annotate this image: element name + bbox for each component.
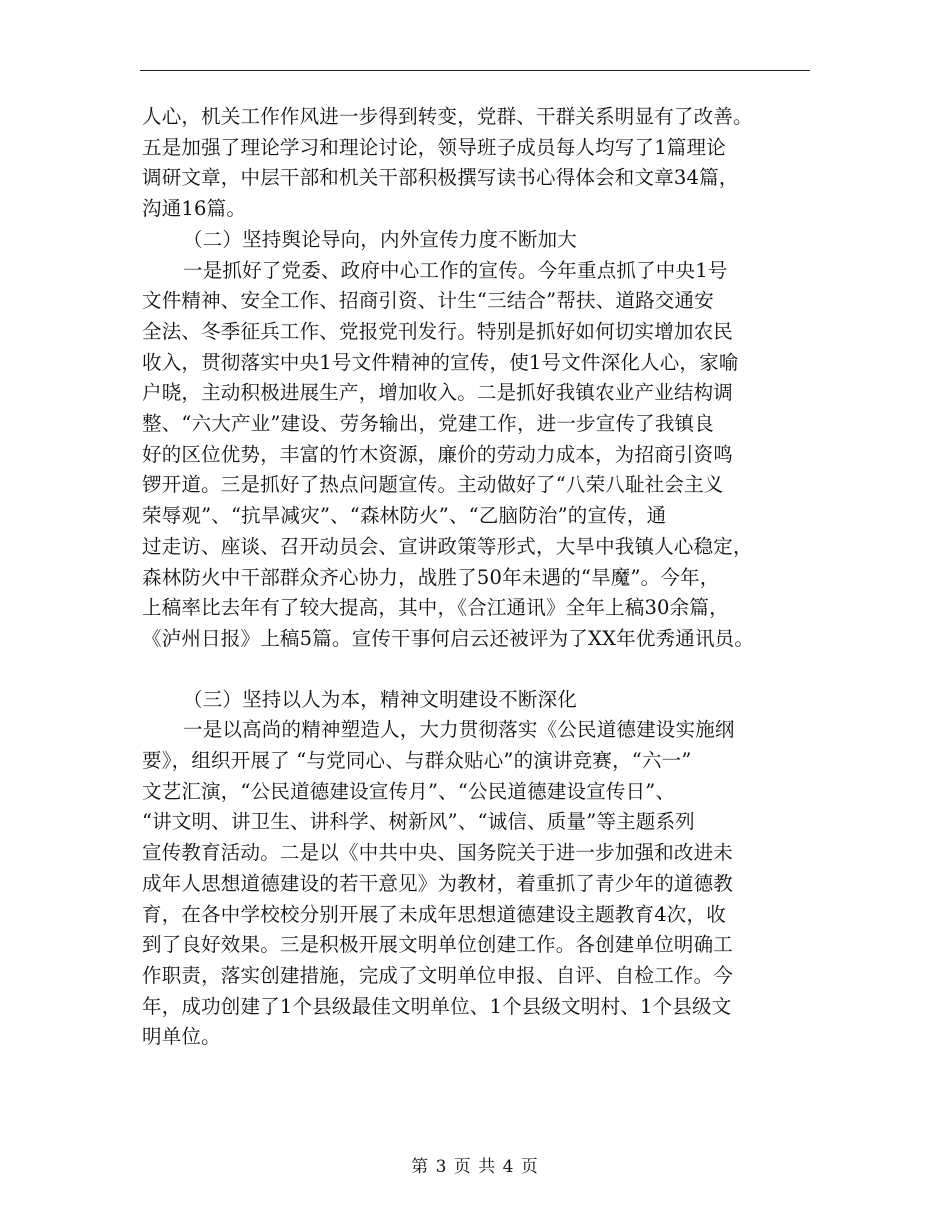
text-line: 收入，贯彻落实中央1号文件精神的宣传，使1号文件深化人心，家喻 bbox=[142, 350, 739, 374]
text-line: 全法、冬季征兵工作、党报党刊发行。特别是抓好如何切实增加农民 bbox=[142, 319, 734, 343]
text-line: 到了良好效果。三是积极开展文明单位创建工作。各创建单位明确工 bbox=[142, 933, 734, 957]
text-line: 上稿率比去年有了较大提高，其中，《合江通讯》全年上稿30余篇， bbox=[142, 596, 729, 620]
page-number-footer: 第 3 页 共 4 页 bbox=[411, 1157, 539, 1177]
text-line: 五是加强了理论学习和理论讨论，领导班子成员每人均写了1篇理论 bbox=[142, 135, 726, 159]
text-line: 好的区位优势，丰富的竹木资源，廉价的劳动力成本，为招商引资鸣 bbox=[142, 442, 734, 466]
section-heading-publicity: （二）坚持舆论导向，内外宣传力度不断加大 bbox=[183, 227, 578, 251]
text-line: 明单位。 bbox=[142, 1025, 221, 1049]
section-heading-civilization: （三）坚持以人为本，精神文明建设不断深化 bbox=[183, 687, 578, 711]
text-line: 锣开道。三是抓好了热点问题宣传。主动做好了“八荣八耻社会主义 bbox=[142, 473, 724, 497]
text-line: 文艺汇演，“公民道德建设宣传月”、“公民道德建设宣传日”、 bbox=[142, 779, 676, 803]
text-line: 宣传教育活动。二是以《中共中央、国务院关于进一步加强和改进未 bbox=[142, 841, 734, 865]
text-line: 整、“六大产业”建设、劳务输出，党建工作，进一步宣传了我镇良 bbox=[142, 412, 714, 436]
text-line: 《泸州日报》上稿5篇。宣传干事何启云还被评为了XX年优秀通讯员。 bbox=[142, 626, 755, 650]
text-line: 一是以高尚的精神塑造人，大力贯彻落实《公民道德建设实施纲 bbox=[183, 718, 735, 742]
text-line: 年，成功创建了1个县级最佳文明单位、1个县级文明村、1个县级文 bbox=[142, 994, 732, 1018]
text-line: 调研文章，中层干部和机关干部积极撰写读书心得体会和文章34篇， bbox=[142, 166, 739, 190]
text-line: 文件精神、安全工作、招商引资、计生“三结合”帮扶、道路交通安 bbox=[142, 289, 714, 313]
text-line: “讲文明、讲卫生、讲科学、树新风”、“诚信、质量”等主题系列 bbox=[142, 810, 695, 834]
text-line: 一是抓好了党委、政府中心工作的宣传。今年重点抓了中央1号 bbox=[183, 258, 728, 282]
paragraph-civilization bbox=[142, 715, 814, 1053]
text-line: 要》，组织开展了 “与党同心、与群众贴心”的演讲竞赛，“六一” bbox=[142, 749, 692, 773]
text-line: 森林防火中干部群众齐心协力，战胜了50年未遇的“旱魔”。今年， bbox=[142, 565, 720, 589]
text-line: 户晓，主动积极进展生产，增加收入。二是抓好我镇农业产业结构调 bbox=[142, 381, 734, 405]
text-line: 荣辱观”、“抗旱减灾”、“森林防火”、“乙脑防治”的宣传，通 bbox=[142, 504, 667, 528]
paragraph-spacer bbox=[142, 655, 814, 685]
document-body bbox=[142, 102, 814, 1053]
text-line: 沟通16篇。 bbox=[142, 197, 247, 221]
paragraph-theory-study bbox=[142, 102, 814, 225]
text-line: 成年人思想道德建设的若干意见》为教材，着重抓了青少年的道德教 bbox=[142, 871, 734, 895]
text-line: 作职责，落实创建措施，完成了文明单位申报、自评、自检工作。今 bbox=[142, 963, 734, 987]
text-line: 人心，机关工作作风进一步得到转变，党群、干群关系明显有了改善。 bbox=[142, 105, 753, 128]
paragraph-publicity bbox=[142, 256, 814, 655]
text-line: 育，在各中学校校分别开展了未成年思想道德建设主题教育4次，收 bbox=[142, 902, 726, 926]
header-rule bbox=[140, 70, 810, 71]
text-line: 过走访、座谈、召开动员会、宣讲政策等形式，大旱中我镇人心稳定， bbox=[142, 534, 753, 558]
